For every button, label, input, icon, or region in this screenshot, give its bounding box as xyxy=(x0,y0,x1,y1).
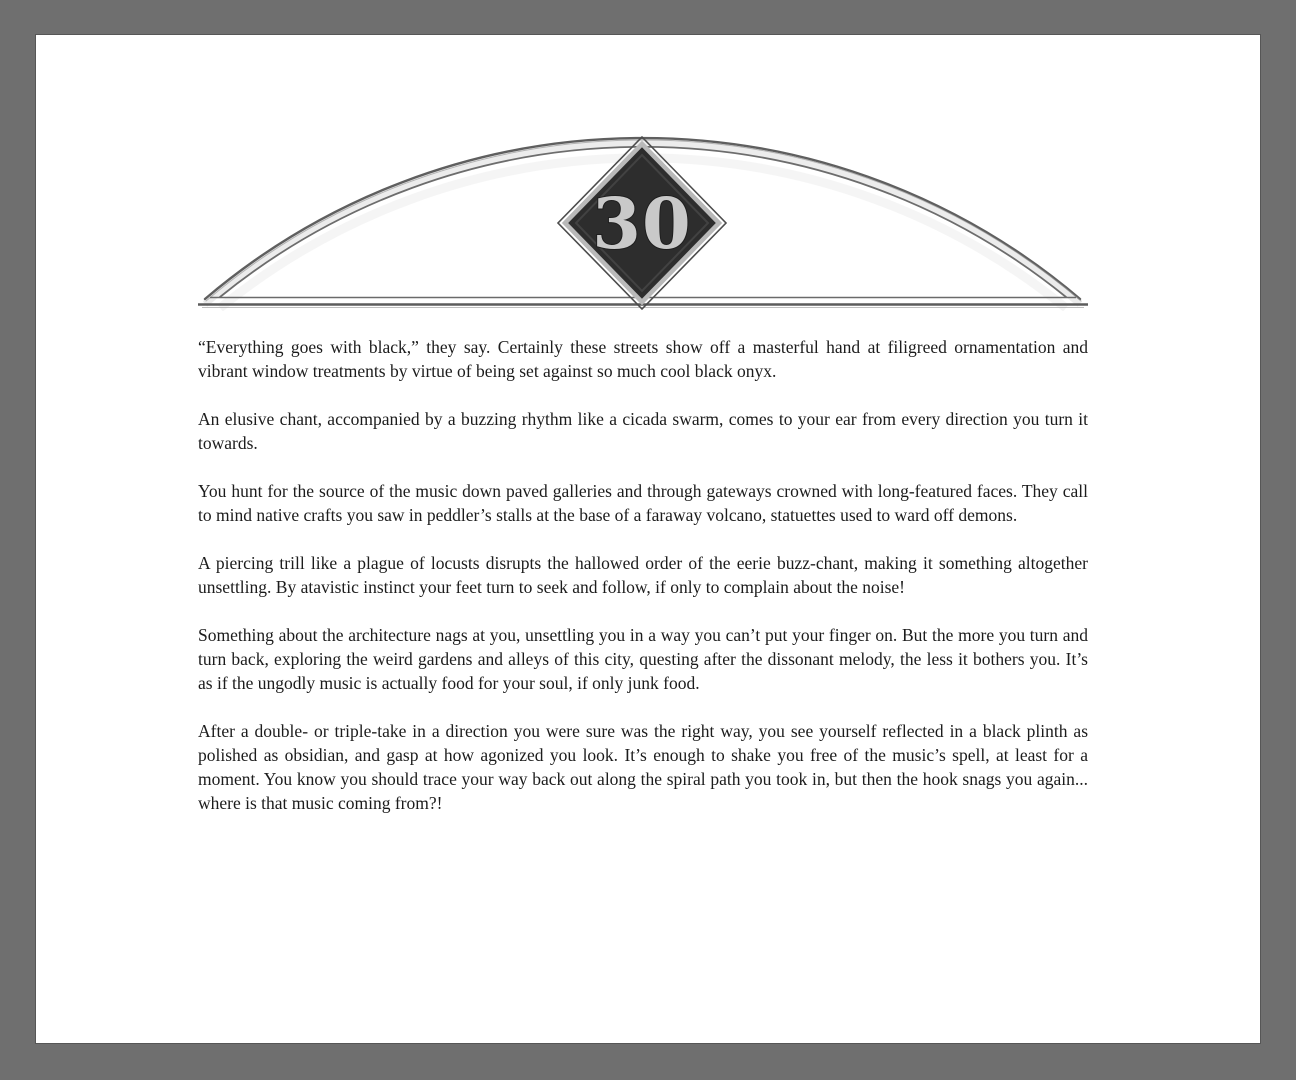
story-paragraph: A piercing trill like a plague of locusts disrupts the hallowed order of the eerie buzz-chant, making it something altogether unsettling. By atavistic instinct your feet turn to seek and follow, if only to complain about the noise! xyxy=(198,553,1088,597)
story-paragraph: An elusive chant, accompanied by a buzzing rhythm like a cicada swarm, comes to your ear from every direction you turn it towards. xyxy=(198,409,1088,453)
story-text xyxy=(198,335,1088,815)
book-page xyxy=(36,35,1260,1043)
story-paragraph: You hunt for the source of the music down paved galleries and through gateways crowned with long-featured faces. They call to mind native crafts you saw in peddler’s stalls at the base of a faraway volcano, statuettes used to ward off demons. xyxy=(198,481,1088,525)
story-paragraph: “Everything goes with black,” they say. Certainly these streets show off a masterful hand at filigreed ornamentation and vibrant window treatments by virtue of being set against so much cool black onyx. xyxy=(198,337,1088,381)
story-paragraph: After a double- or triple-take in a direction you were sure was the right way, you see yourself reflected in a black plinth as polished as obsidian, and gasp at how agonized you look. It’s enough to shake you free of the music’s spell, at least for a moment. You know you should trace your way back out along the spiral path you took in, but then the hook snags you again... where is that music coming from?! xyxy=(198,721,1088,813)
section-illustration xyxy=(196,133,1090,311)
story-paragraph: Something about the architecture nags at you, unsettling you in a way you can’t put your finger on. But the more you turn and turn back, exploring the weird gardens and alleys of this city, questing after the dissonant melody, the less it bothers you. It’s as if the ungodly music is actually food for your soul, if only junk food. xyxy=(198,625,1088,693)
section-number: 30 xyxy=(592,182,692,265)
